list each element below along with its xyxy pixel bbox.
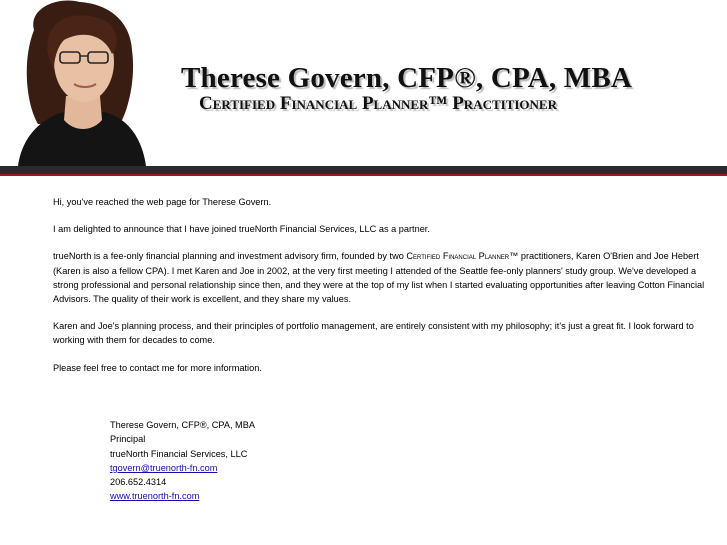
about-firm-text-a: trueNorth is a fee-only financial planning and investment advisory firm, founded by two <box>53 251 407 262</box>
email-link[interactable]: tgovern@truenorth-fn.com <box>110 462 218 473</box>
signature-company: trueNorth Financial Services, LLC <box>110 448 248 459</box>
header-band <box>0 166 727 174</box>
contact-paragraph: Please feel free to contact me for more information. <box>53 362 262 373</box>
cfp-small-caps: Certified Financial Planner™ <box>406 251 519 262</box>
website-link[interactable]: www.truenorth-fn.com <box>110 491 200 502</box>
announcement-paragraph: I am delighted to announce that I have joined trueNorth Financial Services, LLC as a partner. <box>53 224 430 235</box>
header-divider <box>0 174 727 176</box>
about-firm-text-b: practitioners, Karen O'Brien and Joe Hebert (Karen is also a fellow CPA). I met Karen and Joe in 2002, at the very first meeting I attended of the Seattle fee-only planners' study group. We've developed a strong professional and personal relationship since then, and they were at the top of my list when I started evaluating opportunities after leaving Cotton Financial Advisors. The quality of their work is excellent, and they share my values. <box>53 251 705 305</box>
page-title: Therese Govern, CFP®, CPA, MBA <box>181 62 633 94</box>
page-header <box>0 0 727 166</box>
philosophy-paragraph: Karen and Joe's planning process, and their principles of portfolio management, are entirely consistent with my philosophy; it's just a great fit. I look forward to working with them for decades to come. <box>53 321 694 346</box>
main-content <box>53 195 723 388</box>
portrait-photo <box>8 0 148 166</box>
greeting-paragraph: Hi, you've reached the web page for Therese Govern. <box>53 197 272 207</box>
signature-block <box>110 418 255 504</box>
about-firm-paragraph <box>53 249 723 306</box>
page-subtitle: Certified Financial Planner™ Practitioner <box>199 93 557 114</box>
signature-role: Principal <box>110 434 146 445</box>
signature-name: Therese Govern, CFP®, CPA, MBA <box>110 420 255 430</box>
signature-phone: 206.652.4314 <box>110 477 167 488</box>
